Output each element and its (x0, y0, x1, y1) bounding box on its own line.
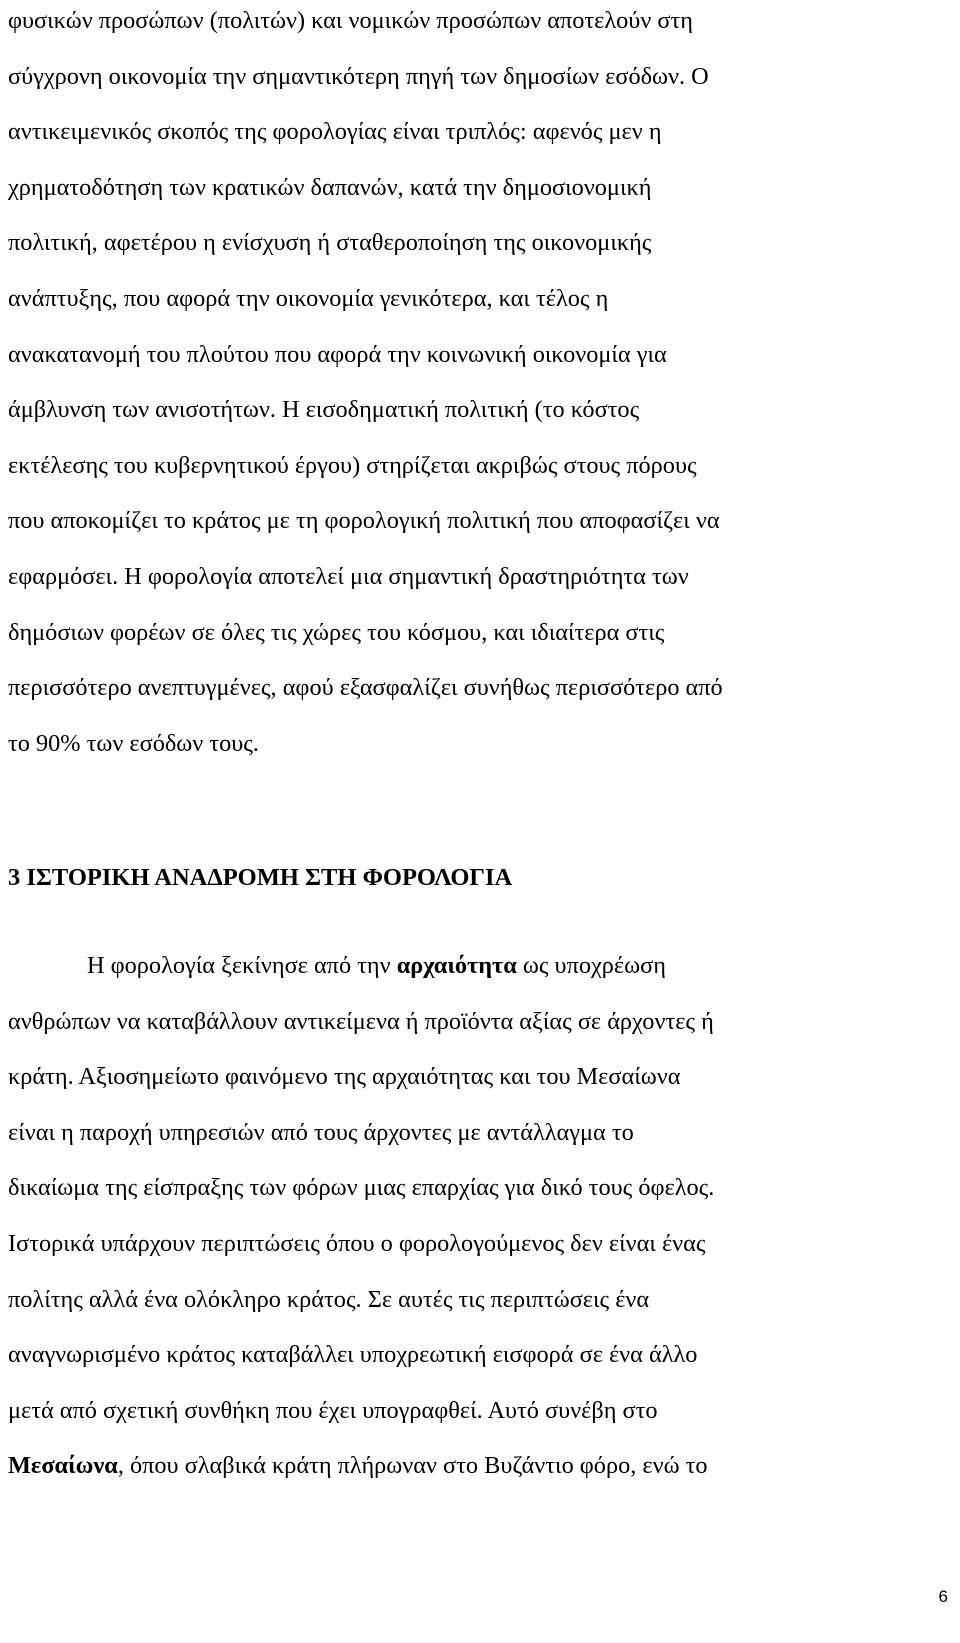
text-line: αντικειμενικός σκοπός της φορολογίας είναι τριπλός: αφενός μεν η (8, 118, 662, 146)
text-line: δικαίωμα της είσπραξης των φόρων μιας επαρχίας για δικό τους όφελος. (8, 1174, 715, 1202)
text-run: Η φορολογία ξεκίνησε από την (87, 952, 397, 979)
text-line: πολιτική, αφετέρου η ενίσχυση ή σταθεροποίηση της οικονομικής (8, 229, 652, 257)
bold-term-antiquity: αρχαιότητα (396, 952, 517, 979)
text-line: άμβλυνση των ανισοτήτων. Η εισοδηματική πολιτική (το κόστος (8, 396, 640, 424)
text-line: χρηματοδότηση των κρατικών δαπανών, κατά την δημοσιονομική (8, 173, 652, 201)
text-line: δημόσιων φορέων σε όλες τις χώρες του κόσμου, και ιδιαίτερα στις (8, 618, 665, 646)
text-line: μετά από σχετική συνθήκη που έχει υπογραφθεί. Αυτό συνέβη στο (8, 1396, 658, 1424)
text-line: που αποκομίζει το κράτος με τη φορολογική πολιτική που αποφασίζει να (8, 507, 720, 535)
text-line: εφαρμόσει. Η φορολογία αποτελεί μια σημαντική δραστηριότητα των (8, 562, 689, 590)
text-line: ανακατανομή του πλούτου που αφορά την κοινωνική οικονομία για (8, 340, 667, 368)
bold-term-middle-ages: Μεσαίωνα (8, 1452, 118, 1480)
text-line: σύγχρονη οικονομία την σημαντικότερη πηγή των δημοσίων εσόδων. Ο (8, 62, 709, 90)
text-line: Ιστορικά υπάρχουν περιπτώσεις όπου ο φορολογούμενος δεν είναι ένας (8, 1229, 706, 1257)
text-line: φυσικών προσώπων (πολιτών) και νομικών προσώπων αποτελούν στη (8, 7, 693, 34)
paragraph-history (8, 938, 943, 1494)
text-line-first (8, 938, 943, 994)
text-line: ανθρώπων να καταβάλλουν αντικείμενα ή προϊόντα αξίας σε άρχοντες ή (8, 1007, 714, 1035)
text-line: αναγνωρισμένο κράτος καταβάλλει υποχρεωτική εισφορά σε ένα άλλο (8, 1341, 698, 1369)
text-line: πολίτης αλλά ένα ολόκληρο κράτος. Σε αυτές τις περιπτώσεις ένα (8, 1285, 650, 1313)
text-run: , όπου σλαβικά κράτη πλήρωναν στο Βυζάντιο φόρο, ενώ το (117, 1452, 708, 1480)
text-line: περισσότερο ανεπτυγμένες, αφού εξασφαλίζει συνήθως περισσότερο από (8, 674, 723, 702)
text-line: ανάπτυξης, που αφορά την οικονομία γενικότερα, και τέλος η (8, 284, 609, 312)
text-line: κράτη. Αξιοσημείωτο φαινόμενο της αρχαιότητας και του Μεσαίωνα (8, 1063, 681, 1091)
text-line: είναι η παροχή υπηρεσιών από τους άρχοντες με αντάλλαγμα το (8, 1118, 634, 1146)
text-line: το 90% των εσόδων τους. (8, 729, 260, 757)
text-line: εκτέλεσης του κυβερνητικού έργου) στηρίζεται ακριβώς στους πόρους (8, 451, 697, 479)
section-heading: 3 ΙΣΤΟΡΙΚΗ ΑΝΑΔΡΟΜΗ ΣΤΗ ΦΟΡΟΛΟΓΙΑ (8, 864, 513, 891)
paragraph-intro (8, 0, 943, 771)
text-line-last (8, 1438, 943, 1494)
page-number: 6 (938, 1587, 948, 1606)
text-run: ως υποχρέωση (516, 952, 666, 979)
